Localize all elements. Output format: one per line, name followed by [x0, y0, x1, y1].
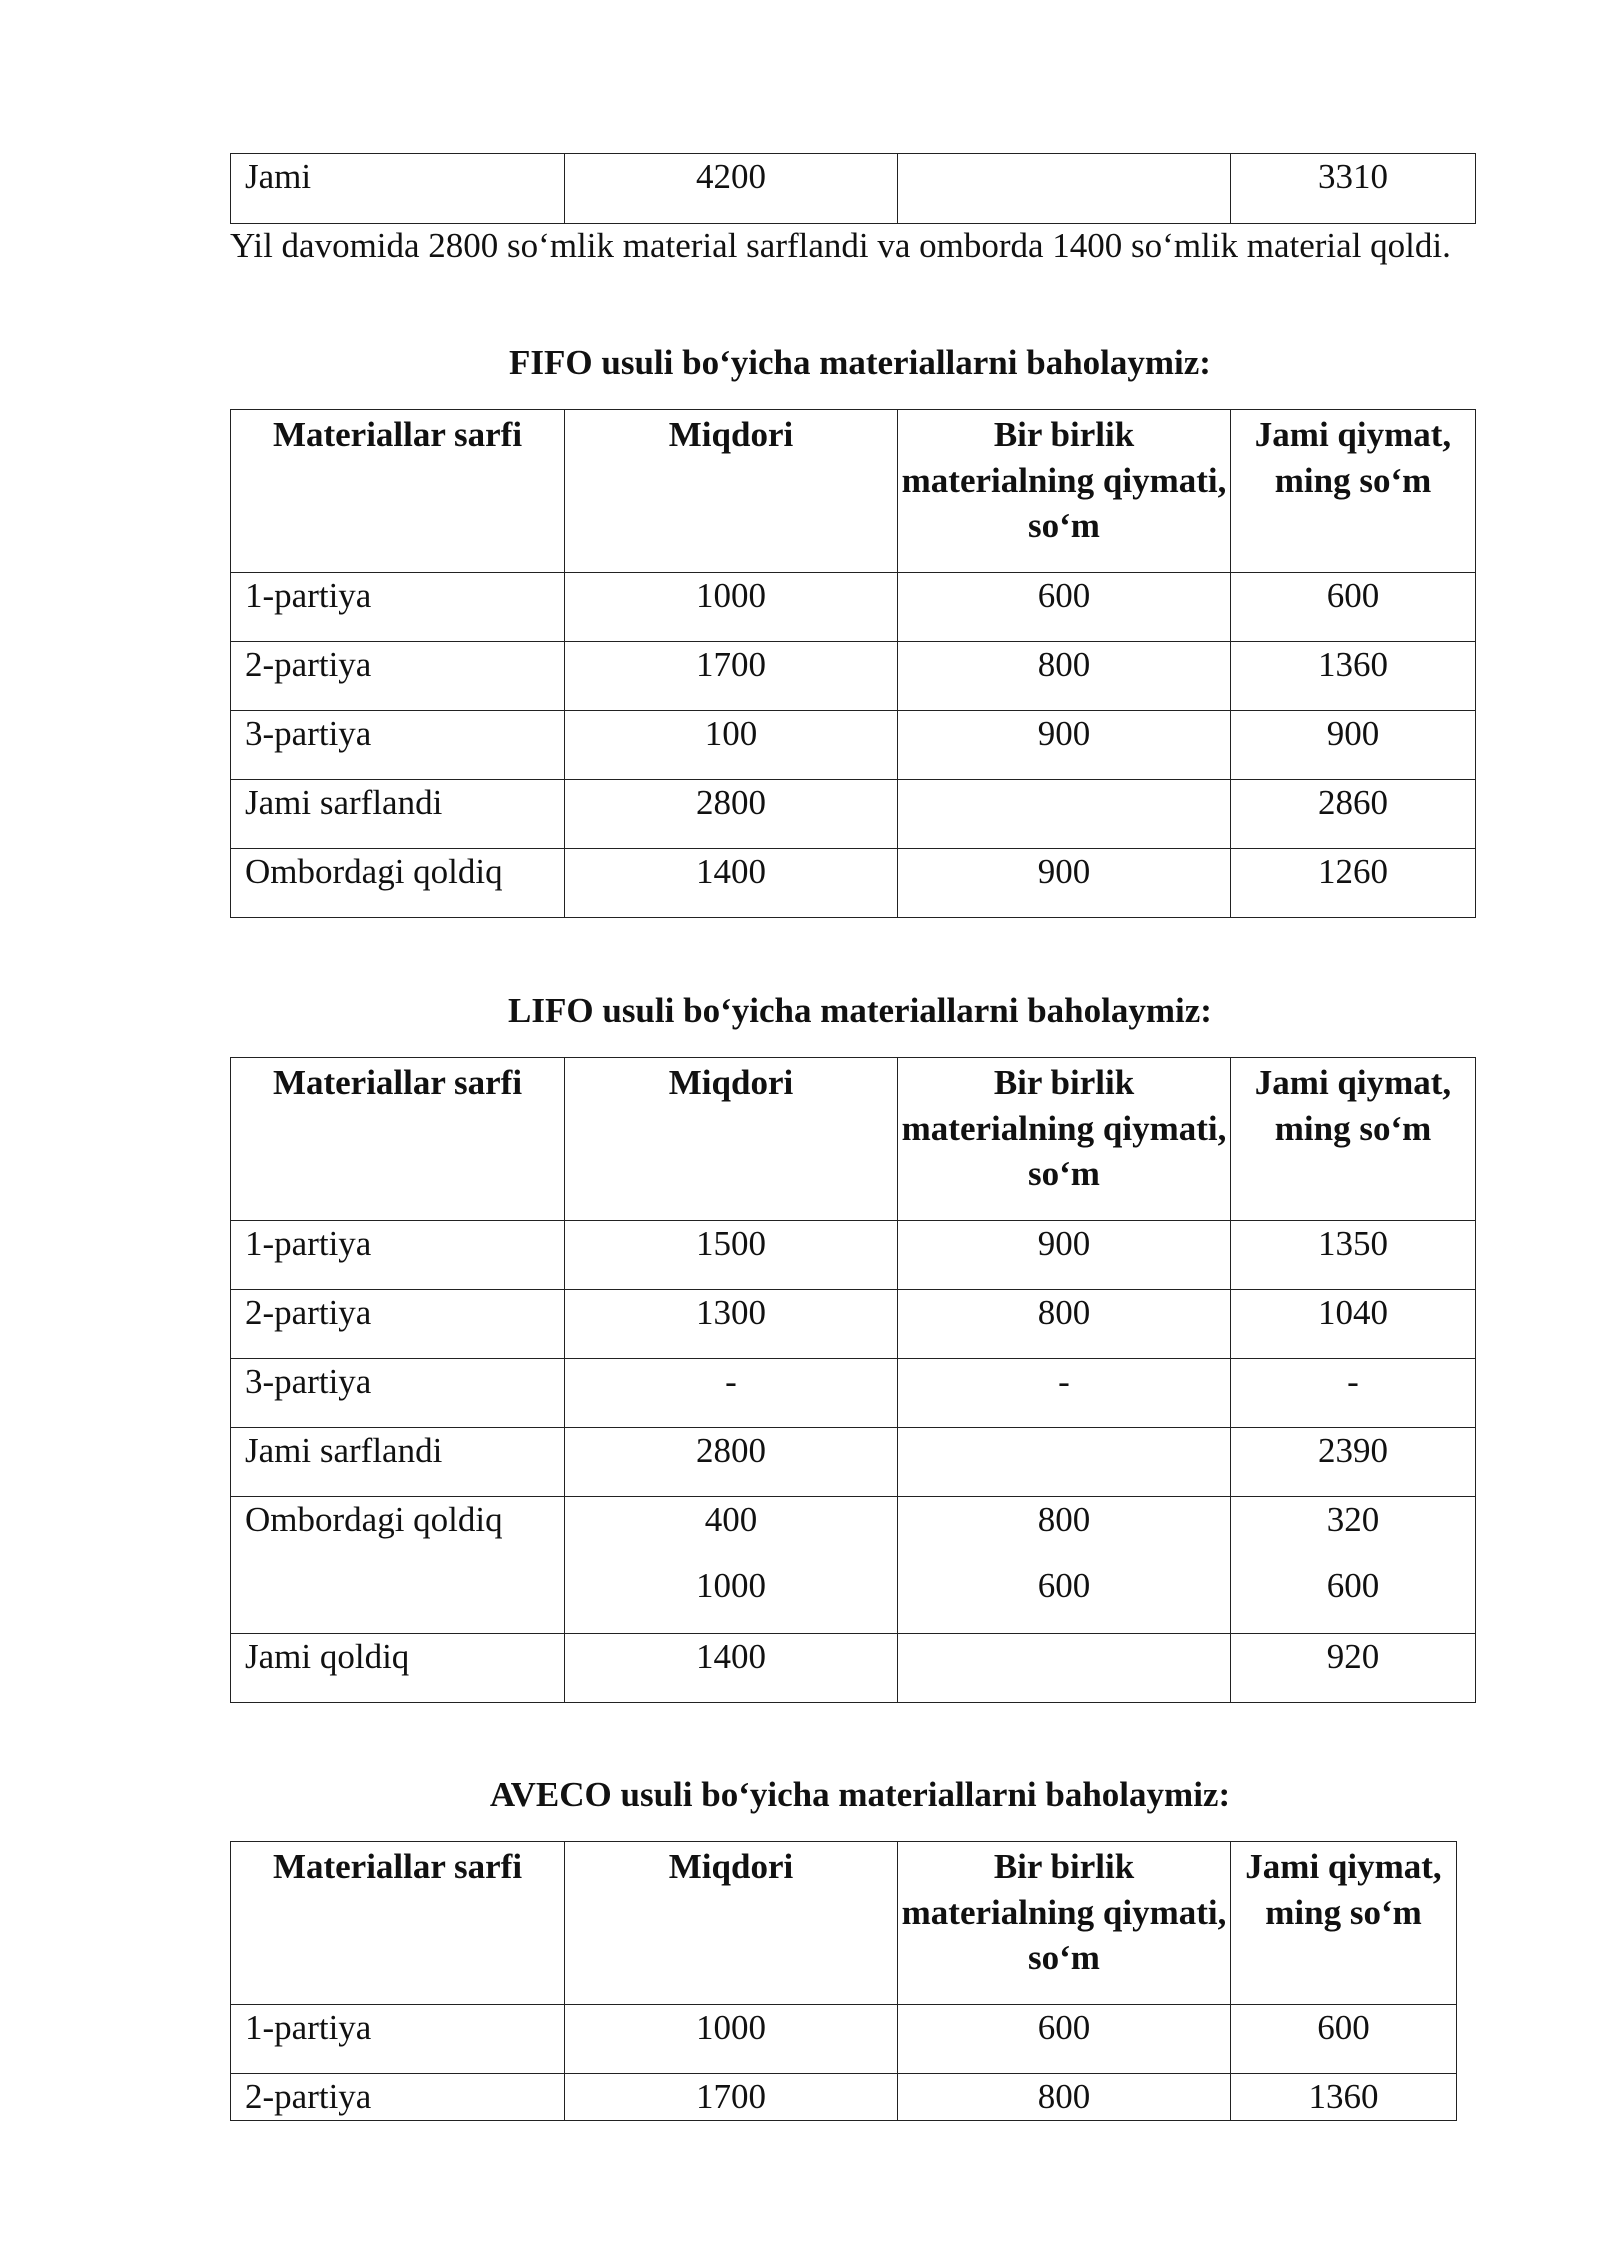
lifo-table: [230, 1057, 1476, 1703]
cell-value: 400: [704, 1500, 758, 1539]
cell-value: 320: [1326, 1500, 1380, 1539]
table-cell: -: [898, 1359, 1231, 1428]
table-cell: Ombordagi qoldiq: [231, 849, 565, 918]
table-cell: Jami sarflandi: [231, 780, 565, 849]
table-cell: 2-partiya: [231, 2074, 565, 2121]
table-cell: 1260: [1231, 849, 1476, 918]
table-cell: 2-partiya: [231, 1290, 565, 1359]
table-row: [231, 154, 1476, 224]
table-cell: [898, 1497, 1231, 1634]
fifo-table: [230, 409, 1476, 918]
table-cell: [898, 1634, 1231, 1703]
table-cell: Jami qoldiq: [231, 1634, 565, 1703]
table-row: [231, 1359, 1476, 1428]
table-row: [231, 1428, 1476, 1497]
table-cell: 2-partiya: [231, 642, 565, 711]
table-cell: 1000: [565, 2005, 898, 2074]
lifo-heading: LIFO usuli bo‘yicha materiallarni baholaymiz:: [508, 991, 1212, 1030]
cell-value: 800: [1037, 1500, 1091, 1539]
column-header: Materiallar sarfi: [231, 1842, 565, 2005]
summary-paragraph: Yil davomida 2800 so‘mlik material sarflandi va omborda 1400 so‘mlik material qoldi.: [230, 226, 1451, 265]
table-cell: 100: [565, 711, 898, 780]
table-row: [231, 1634, 1476, 1703]
column-header: Miqdori: [565, 1058, 898, 1221]
table-cell: 1-partiya: [231, 1221, 565, 1290]
table-cell: Ombordagi qoldiq: [231, 1497, 565, 1634]
table-cell: 600: [1231, 573, 1476, 642]
aveco-heading: AVECO usuli bo‘yicha materiallarni baholaymiz:: [489, 1775, 1231, 1814]
column-header: Miqdori: [565, 410, 898, 573]
column-header: Bir birlik materialning qiymati, so‘m: [898, 410, 1231, 573]
table-cell: Jami: [231, 154, 565, 224]
column-header: Bir birlik materialning qiymati, so‘m: [898, 1058, 1231, 1221]
table-cell: [565, 1497, 898, 1634]
table-row: [231, 1290, 1476, 1359]
table-cell: 1400: [565, 1634, 898, 1703]
table-cell: 1000: [565, 573, 898, 642]
table-cell: 1360: [1231, 2074, 1457, 2121]
table-row: [231, 711, 1476, 780]
table-row: [231, 573, 1476, 642]
table-header-row: [231, 410, 1476, 573]
table-cell: 1360: [1231, 642, 1476, 711]
table-cell: 1700: [565, 642, 898, 711]
table-cell: 600: [1231, 2005, 1457, 2074]
table-cell: 4200: [565, 154, 898, 224]
table-row: [231, 849, 1476, 918]
table-cell: 900: [898, 1221, 1231, 1290]
table-row: [231, 642, 1476, 711]
top-table: [230, 153, 1476, 224]
table-cell: 800: [898, 1290, 1231, 1359]
table-cell: 800: [898, 642, 1231, 711]
table-cell: 2390: [1231, 1428, 1476, 1497]
table-cell: 1400: [565, 849, 898, 918]
table-cell: 1-partiya: [231, 573, 565, 642]
table-row: [231, 780, 1476, 849]
column-header: Jami qiymat, ming so‘m: [1231, 410, 1476, 573]
table-cell: 600: [898, 573, 1231, 642]
column-header: Miqdori: [565, 1842, 898, 2005]
column-header: Jami qiymat, ming so‘m: [1231, 1058, 1476, 1221]
column-header: Jami qiymat, ming so‘m: [1231, 1842, 1457, 2005]
table-cell: 1300: [565, 1290, 898, 1359]
table-cell: 800: [898, 2074, 1231, 2121]
table-cell: [1231, 1497, 1476, 1634]
table-cell: 2800: [565, 1428, 898, 1497]
table-cell: 3-partiya: [231, 1359, 565, 1428]
table-row: [231, 1497, 1476, 1634]
cell-value: 600: [1326, 1565, 1380, 1605]
table-cell: [898, 154, 1231, 224]
table-cell: 900: [898, 711, 1231, 780]
table-cell: 3-partiya: [231, 711, 565, 780]
table-cell: 900: [1231, 711, 1476, 780]
table-cell: 1-partiya: [231, 2005, 565, 2074]
table-row: [231, 2005, 1457, 2074]
table-cell: 3310: [1231, 154, 1476, 224]
column-header: Materiallar sarfi: [231, 410, 565, 573]
column-header: Materiallar sarfi: [231, 1058, 565, 1221]
table-cell: 900: [898, 849, 1231, 918]
fifo-heading: FIFO usuli bo‘yicha materiallarni baholaymiz:: [509, 343, 1211, 382]
table-cell: -: [565, 1359, 898, 1428]
table-cell: 1040: [1231, 1290, 1476, 1359]
table-cell: 1350: [1231, 1221, 1476, 1290]
aveco-table: [230, 1841, 1457, 2121]
table-cell: 1700: [565, 2074, 898, 2121]
table-cell: 1500: [565, 1221, 898, 1290]
table-row: [231, 2074, 1457, 2121]
cell-value: 600: [1037, 1565, 1091, 1605]
table-cell: Jami sarflandi: [231, 1428, 565, 1497]
table-cell: 600: [898, 2005, 1231, 2074]
column-header: Bir birlik materialning qiymati, so‘m: [898, 1842, 1231, 2005]
table-cell: 920: [1231, 1634, 1476, 1703]
table-cell: 2860: [1231, 780, 1476, 849]
table-header-row: [231, 1058, 1476, 1221]
table-cell: [898, 1428, 1231, 1497]
table-cell: -: [1231, 1359, 1476, 1428]
cell-value: 1000: [696, 1565, 766, 1605]
table-cell: 2800: [565, 780, 898, 849]
table-row: [231, 1221, 1476, 1290]
table-cell: [898, 780, 1231, 849]
table-header-row: [231, 1842, 1457, 2005]
